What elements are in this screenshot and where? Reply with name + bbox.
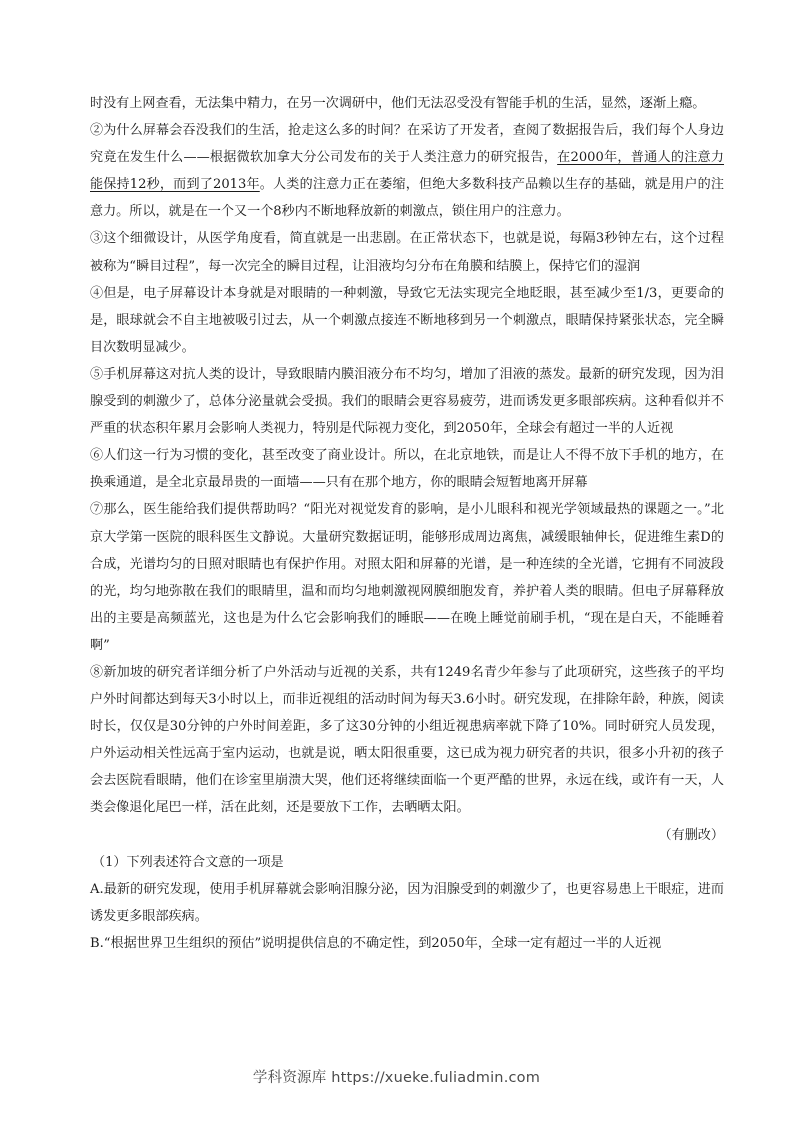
option-text: “根据世界卫生组织的预估”说明提供信息的不确定性，到2050年，全球一定有超过一半的人近视 (103, 935, 662, 951)
option-label: B. (90, 935, 104, 951)
option-a (90, 876, 724, 930)
underlined-text: 在2000年，普通人的注意力能保持12秒，而到了2013年 (90, 150, 725, 193)
paragraph-p7 (90, 496, 724, 659)
paragraph-text: ③这个细微设计，从医学角度看，简直就是一出悲剧。在正常状态下，也就是说，每隔3秒钟左右，这个过程被称为“瞬目过程”，每一次完全的瞬目过程，让泪液均匀分布在角膜和结膜上，保持它们的湿润 (90, 231, 724, 274)
paragraph-p8 (90, 659, 724, 822)
paragraph-text: ②为什么屏幕会吞没我们的生活，抢走这么多的时间？在采访了开发者，查阅了数据报告后，我们每个人身边究竟在发生什么——根据微软加拿大分公司发布的关于人类注意力的研究报告， (90, 123, 724, 166)
paragraph-text: ⑧新加坡的研究者详细分析了户外活动与近视的关系，共有1249名青少年参与了此项研究，这些孩子的平均户外时间都达到每天3小时以上，而非近视组的活动时间为每天3.6小时。研究发现，在排除年龄，种族，阅读时长，仅仅是30分钟的户外时间差距，多了这30分钟的小组近视患病率就下降了10%。同时研究人员发现，户外运动相关性远高于室内运动，也就是说，晒太阳很重要，这已成为视力研究者的共识，很多小升初的孩子会去医院看眼睛，他们在诊室里崩溃大哭，他们还将继续面临一个更严酷的世界，永远在线，或许有一天，人类会像退化尾巴一样，活在此刻，还是要放下工作，去晒晒太阳。 (90, 664, 724, 816)
question-stem: （1）下列表述符合文意的一项是 (92, 854, 284, 870)
paragraph-text: 时没有上网查看，无法集中精力，在另一次调研中，他们无法忍受没有智能手机的生活，显然，逐渐上瘾。 (90, 96, 706, 111)
paragraph-p2 (90, 117, 724, 225)
paragraph-text: ⑤手机屏幕这对抗人类的设计，导致眼睛内膜泪液分布不均匀，增加了泪液的蒸发。最新的研究发现，因为泪腺受到的刺激少了，总体分泌量就会受损。我们的眼睛会更容易疲劳，进而诱发更多眼部疾病。这种看似并不严重的状态积年累月会影响人类视力，特别是代际视力变化，到2050年，全球会有超过一半的人近视 (90, 366, 724, 437)
article-body (90, 90, 724, 957)
paragraph-p3 (90, 225, 724, 279)
paragraph-p-cont (90, 90, 724, 117)
question-options (90, 876, 724, 957)
question-block (90, 849, 724, 957)
article-paragraphs (90, 90, 724, 822)
paragraph-text: ⑦那么，医生能给我们提供帮助吗？“阳光对视觉发育的影响，是小儿眼科和视光学领域最热的课题之一。”北京大学第一医院的眼科医生文静说。大量研究数据证明，能够形成周边离焦，减缓眼轴伸长，促进维生素D的合成，光谱均匀的日照对眼睛也有保护作用。对照太阳和屏幕的光谱，是一种连续的全光谱，它拥有不同波段的光，均匀地弥散在我们的眼睛里，温和而均匀地刺激视网膜细胞发育，养护着人类的眼睛。但电子屏幕释放出的主要是高频蓝光，这也是为什么它会影响我们的睡眠——在晚上睡觉前刷手机，“现在是白天，不能睡着啊” (90, 502, 724, 653)
paragraph-text: ⑥人们这一行为习惯的变化，甚至改变了商业设计。所以，在北京地铁，而是让人不得不放下手机的地方，在换乘通道，是全北京最昂贵的一面墙——只有在那个地方，你的眼睛会短暂地离开屏幕 (90, 448, 724, 491)
paragraph-p4 (90, 280, 724, 361)
paragraph-p5 (90, 361, 724, 442)
option-b (90, 930, 724, 957)
option-text: 最新的研究发现，使用手机屏幕就会影响泪腺分泌，因为泪腺受到的刺激少了，也更容易患上干眼症，进而诱发更多眼部疾病。 (90, 881, 724, 924)
paragraph-text: ④但是，电子屏幕设计本身就是对眼睛的一种刺激，导致它无法实现完全地眨眼，甚至减少至1/3，更要命的是，眼球就会不自主地被吸引过去，从一个刺激点接连不断地移到另一个刺激点，眼睛保持紧张状态，完全瞬目次数明显减少。 (90, 285, 724, 355)
option-label: A. (90, 881, 104, 897)
paragraph-text: 。人类的注意力正在萎缩，但绝大多数科技产品赖以生存的基础，就是用户的注意力。所以，就是在一个又一个8秒内不断地释放新的刺激点，锁住用户的注意力。 (90, 177, 725, 220)
footer-watermark-text: 学科资源库 https://xueke.fuliadmin.com (252, 1070, 541, 1086)
paragraph-p6 (90, 442, 724, 496)
edit-note: （有删改） (658, 827, 724, 843)
